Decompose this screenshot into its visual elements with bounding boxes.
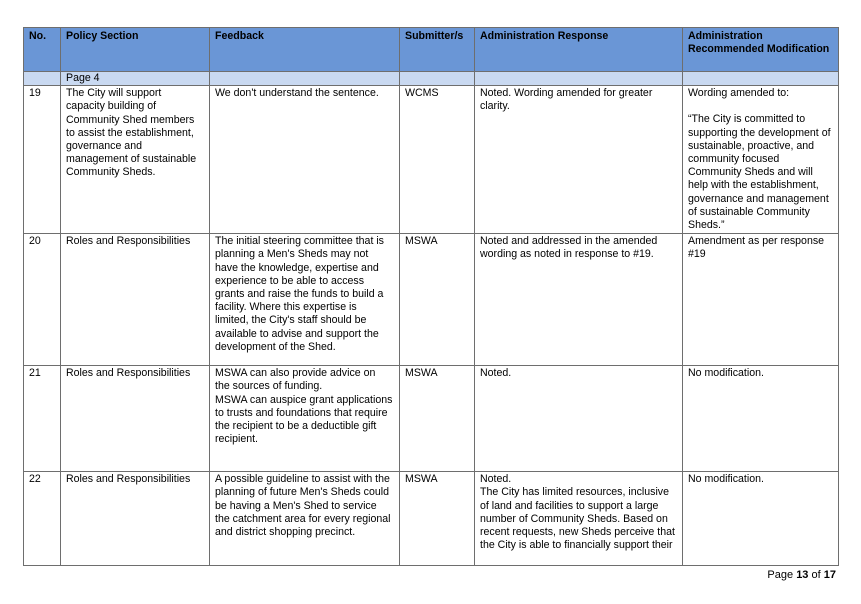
cell-modification (683, 86, 839, 234)
cell-response (475, 472, 683, 566)
feedback-line: MSWA can auspice grant applications to trusts and foundations that require the recipient to be a deductible gift recipient. (215, 393, 393, 446)
cell-policy: Roles and Responsibilities (61, 366, 210, 472)
cell-no: 20 (24, 234, 61, 366)
footer-current-page: 13 (796, 569, 809, 581)
header-admin-response: Administration Response (475, 28, 683, 72)
header-admin-modification: Administration Recommended Modification (683, 28, 839, 72)
cell-feedback: A possible guideline to assist with the planning of future Men's Sheds could be having a Men's Shed to service the catchment area for every regional and district shopping precinct. (210, 472, 400, 566)
table-row (24, 472, 839, 566)
cell-feedback (210, 366, 400, 472)
cell-no: 22 (24, 472, 61, 566)
table-row (24, 86, 839, 234)
cell-response: Noted and addressed in the amended wording as noted in response to #19. (475, 234, 683, 366)
cell-feedback: The initial steering committee that is planning a Men's Sheds may not have the knowledge, expertise and experience to be able to access grants and raise the funds to build a facility. Where this expertise is limited, the City's staff should be available to advise and support the development of the Shed. (210, 234, 400, 366)
cell-no: 21 (24, 366, 61, 472)
footer-of-word: of (811, 569, 821, 581)
response-line: The City has limited resources, inclusive of land and facilities to support a large number of Community Sheds. Based on recent requests, new Sheds perceive that the City is able to financially support their (480, 486, 675, 552)
cell-modification: No modification. (683, 366, 839, 472)
cell-submitter: WCMS (400, 86, 475, 234)
cell-modification: Amendment as per response #19 (683, 234, 839, 366)
modification-intro: Wording amended to: (688, 87, 790, 100)
cell-policy: Roles and Responsibilities (61, 234, 210, 366)
cell-policy: The City will support capacity building of Community Shed members to assist the establishment, governance and management of sustainable Community Sheds. (61, 86, 210, 234)
cell-submitter: MSWA (400, 234, 475, 366)
cell-response: Noted. (475, 366, 683, 472)
header-row (24, 28, 839, 72)
header-no: No. (24, 28, 61, 72)
feedback-table (23, 27, 839, 566)
cell-response: Noted. Wording amended for greater clarity. (475, 86, 683, 234)
header-submitter: Submitter/s (400, 28, 475, 72)
cell-submitter: MSWA (400, 472, 475, 566)
cell-feedback: We don't understand the sentence. (210, 86, 400, 234)
page-footer (767, 569, 836, 581)
table-row (24, 366, 839, 472)
response-line: Noted. (480, 473, 512, 486)
feedback-line: MSWA can also provide advice on the sources of funding. (215, 367, 376, 393)
header-feedback: Feedback (210, 28, 400, 72)
footer-page-word: Page (767, 569, 794, 581)
header-policy-section: Policy Section (61, 28, 210, 72)
footer-total-pages: 17 (823, 569, 836, 581)
cell-no: 19 (24, 86, 61, 234)
subheader-page: Page 4 (61, 72, 210, 86)
table-row (24, 234, 839, 366)
modification-quote: “The City is committed to supporting the development of sustainable, proactive, and community focused Community Sheds and will help with the establishment, governance and management of sustainable Community Sheds.” (688, 113, 831, 232)
cell-submitter: MSWA (400, 366, 475, 472)
cell-modification: No modification. (683, 472, 839, 566)
cell-policy: Roles and Responsibilities (61, 472, 210, 566)
subheader-row (24, 72, 839, 86)
